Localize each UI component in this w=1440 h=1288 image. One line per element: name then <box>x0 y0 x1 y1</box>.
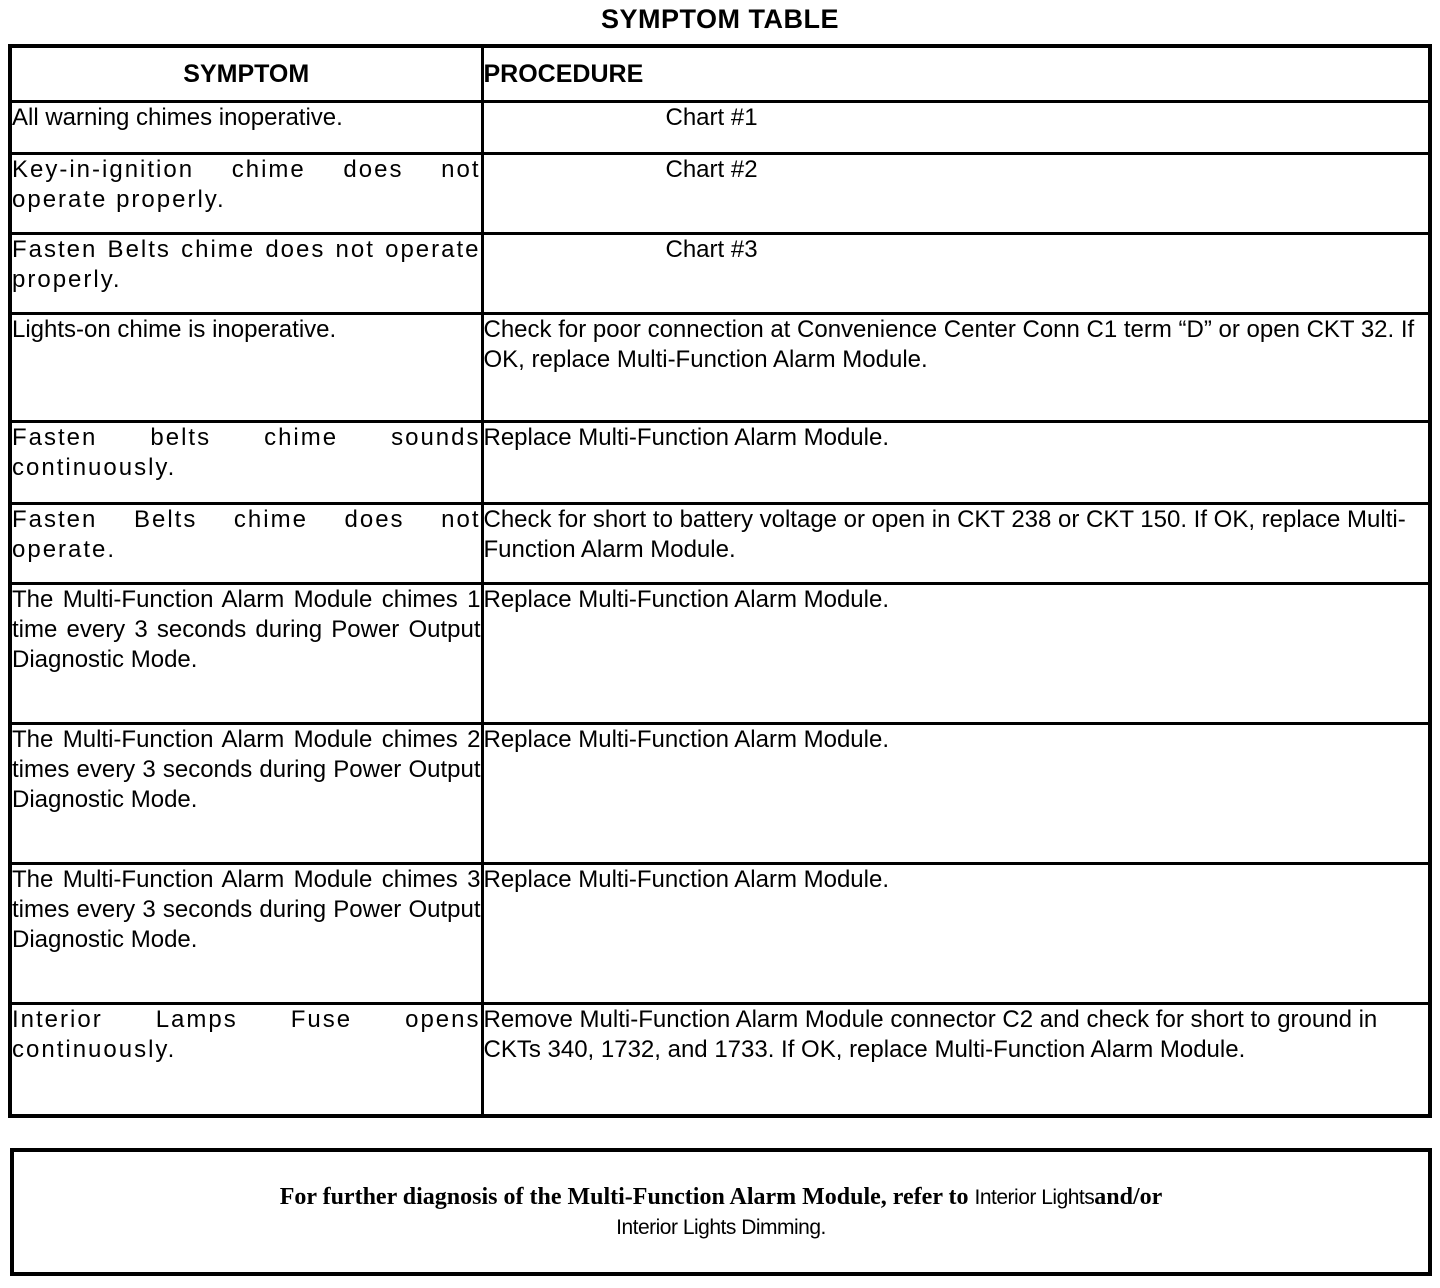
column-header-procedure: PROCEDURE <box>482 46 1430 102</box>
procedure-cell: Replace Multi-Function Alarm Module. <box>482 724 1430 864</box>
table-row <box>10 314 1430 422</box>
table-row <box>10 234 1430 314</box>
symptom-cell: Fasten Belts chime does not operate. <box>10 504 482 584</box>
table-row <box>10 1004 1430 1116</box>
procedure-cell: Replace Multi-Function Alarm Module. <box>482 584 1430 724</box>
table-row <box>10 504 1430 584</box>
symptom-cell: Fasten belts chime sounds continuously. <box>10 422 482 504</box>
procedure-cell: Check for poor connection at Convenience Center Conn C1 term “D” or open CKT 32. If OK, replace Multi-Function Alarm Module. <box>482 314 1430 422</box>
table-header-row <box>10 46 1430 102</box>
procedure-cell: Check for short to battery voltage or open in CKT 238 or CKT 150. If OK, replace Multi-Function Alarm Module. <box>482 504 1430 584</box>
symptom-cell: Interior Lamps Fuse opens continuously. <box>10 1004 482 1116</box>
note-conjunction: and/or <box>1094 1184 1163 1210</box>
procedure-cell: Remove Multi-Function Alarm Module connector C2 and check for short to ground in CKTs 340, 1732, and 1733. If OK, replace Multi-Function Alarm Module. <box>482 1004 1430 1116</box>
procedure-link-chart-1[interactable]: Chart #1 <box>482 102 1430 154</box>
table-row <box>10 154 1430 234</box>
note-line-1 <box>14 1182 1428 1213</box>
link-interior-lights-dimming[interactable]: Interior Lights Dimming. <box>616 1216 826 1239</box>
procedure-link-chart-2[interactable]: Chart #2 <box>482 154 1430 234</box>
symptom-cell: The Multi-Function Alarm Module chimes 1 time every 3 seconds during Power Output Diagnostic Mode. <box>10 584 482 724</box>
symptom-cell: Fasten Belts chime does not operate properly. <box>10 234 482 314</box>
table-row <box>10 724 1430 864</box>
table-row <box>10 102 1430 154</box>
link-interior-lights[interactable]: Interior Lights <box>974 1186 1095 1209</box>
page-title: SYMPTOM TABLE <box>600 4 839 34</box>
symptom-cell: The Multi-Function Alarm Module chimes 3 times every 3 seconds during Power Output Diagnostic Mode. <box>10 864 482 1004</box>
table-row <box>10 584 1430 724</box>
symptom-cell: Key-in-ignition chime does not operate properly. <box>10 154 482 234</box>
symptom-cell: Lights-on chime is inoperative. <box>10 314 482 422</box>
procedure-link-chart-3[interactable]: Chart #3 <box>482 234 1430 314</box>
column-header-symptom: SYMPTOM <box>10 46 482 102</box>
table-row <box>10 422 1430 504</box>
symptom-cell: The Multi-Function Alarm Module chimes 2 times every 3 seconds during Power Output Diagnostic Mode. <box>10 724 482 864</box>
further-diagnosis-note <box>10 1148 1432 1276</box>
procedure-cell: Replace Multi-Function Alarm Module. <box>482 864 1430 1004</box>
table-row <box>10 864 1430 1004</box>
procedure-cell: Replace Multi-Function Alarm Module. <box>482 422 1430 504</box>
symptom-table <box>8 44 1432 1118</box>
symptom-cell: All warning chimes inoperative. <box>10 102 482 154</box>
note-prefix: For further diagnosis of the Multi-Function Alarm Module, refer to <box>279 1184 969 1210</box>
